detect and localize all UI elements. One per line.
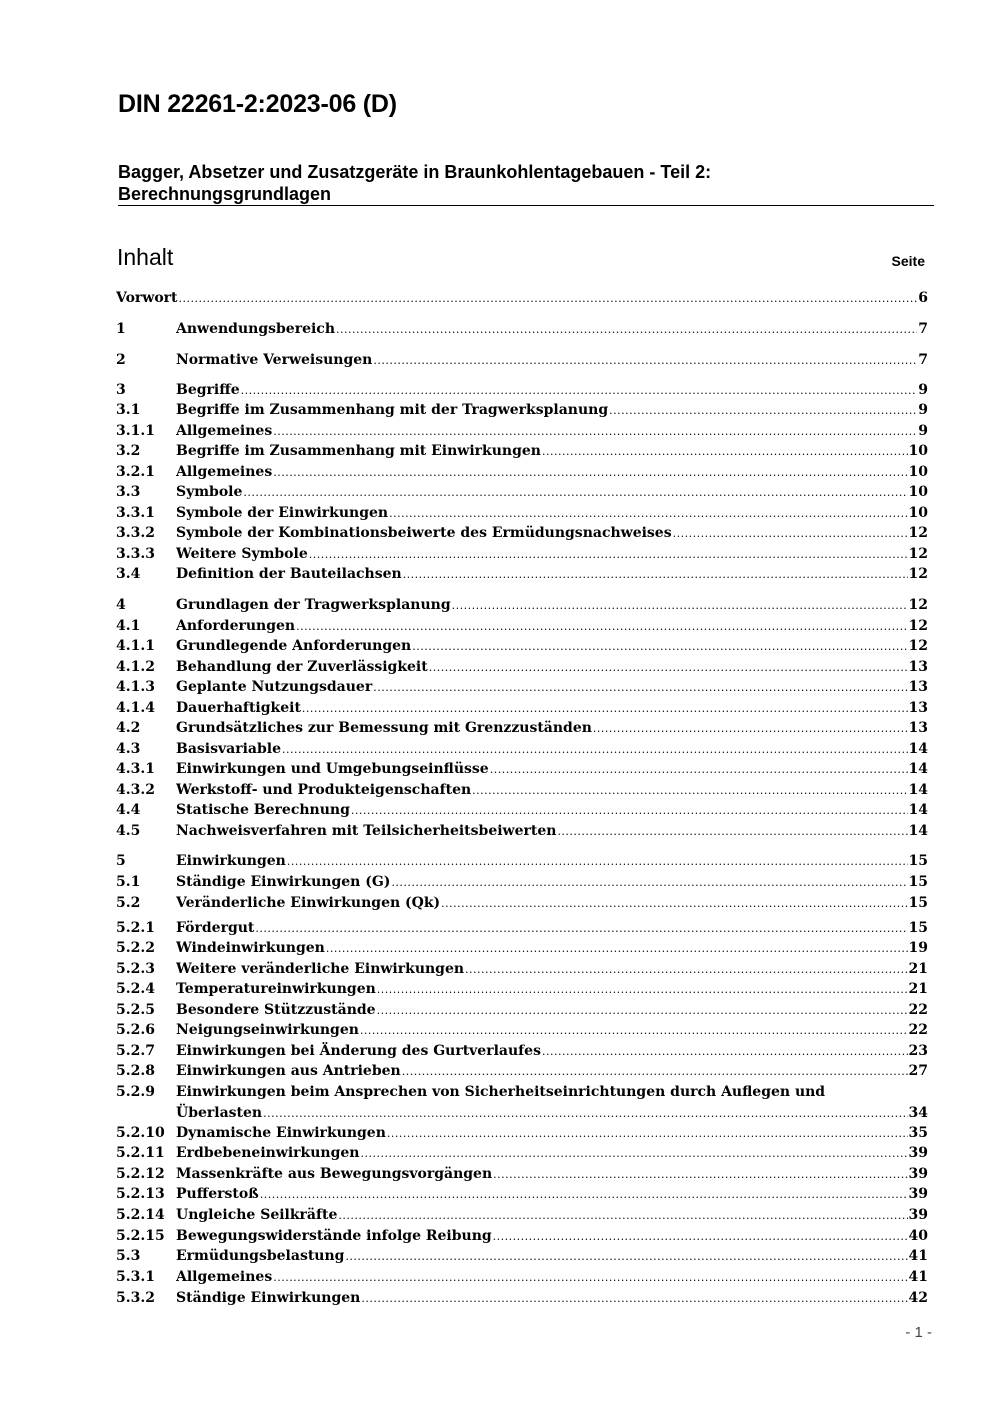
toc-entry-line <box>176 1061 928 1081</box>
toc-leader-dots <box>282 740 908 759</box>
toc-entry <box>116 1143 928 1163</box>
toc-entry-line <box>176 938 928 958</box>
toc-entry-number: 3.4 <box>116 566 141 582</box>
toc-leader-dots <box>429 658 908 677</box>
toc-entry-number: 4.1.4 <box>116 700 155 716</box>
toc-entry <box>116 462 928 482</box>
toc-entry-page: 9 <box>918 382 928 398</box>
toc-entry-page: 12 <box>908 638 928 654</box>
toc-entry-line <box>176 616 928 636</box>
toc-entry-title: Behandlung der Zuverlässigkeit <box>176 659 428 675</box>
toc-entry <box>116 544 928 564</box>
toc-entry-line <box>176 657 928 677</box>
toc-entry-line <box>176 544 928 564</box>
toc-entry-page: 14 <box>908 802 928 818</box>
toc-entry <box>116 1267 928 1287</box>
toc-entry-number: 5.2.14 <box>116 1207 165 1223</box>
toc-leader-dots <box>273 1268 907 1287</box>
toc-leader-dots <box>243 483 907 502</box>
toc-entry-line <box>176 759 928 779</box>
toc-leader-dots <box>465 960 907 979</box>
toc-entry-page: 35 <box>908 1125 928 1141</box>
toc-leader-dots <box>493 1227 908 1246</box>
toc-entry-page: 6 <box>918 290 928 306</box>
toc-entry-page: 10 <box>908 484 928 500</box>
toc-entry <box>116 872 928 892</box>
document-title-line-1: Bagger, Absetzer und Zusatzgeräte in Braunkohlentagebauen - Teil 2: <box>118 162 712 182</box>
toc-entry-page: 10 <box>908 464 928 480</box>
toc-entry-page: 13 <box>908 700 928 716</box>
toc-leader-dots <box>336 320 917 339</box>
toc-entry-title: Grundlegende Anforderungen <box>176 638 412 654</box>
toc-entry-title: Allgemeines <box>176 1269 273 1285</box>
toc-entry <box>116 441 928 461</box>
toc-entry-line <box>176 677 928 697</box>
toc-entry-title: Statische Berechnung <box>176 802 350 818</box>
toc-leader-dots <box>387 1124 908 1143</box>
toc-leader-dots <box>441 894 907 913</box>
toc-entry-line <box>176 636 928 656</box>
toc-entry <box>116 821 928 841</box>
toc-entry-number: 4.5 <box>116 823 141 839</box>
toc-entry-line <box>176 523 928 543</box>
toc-entry-number: 4.3.1 <box>116 761 155 777</box>
toc-entry-page: 39 <box>908 1145 928 1161</box>
toc-entry-number: 5.2.1 <box>116 920 155 936</box>
toc-entry-title: Nachweisverfahren mit Teilsicherheitsbeiwerten <box>176 823 557 839</box>
toc-entry <box>116 800 928 820</box>
toc-entry-title: Ungleiche Seilkräfte <box>176 1207 338 1223</box>
toc-entry-line <box>176 959 928 979</box>
toc-entry-line <box>176 979 928 999</box>
toc-entry-title: Vorwort <box>116 290 178 306</box>
toc-entry-page: 12 <box>908 525 928 541</box>
toc-entry <box>116 564 928 584</box>
toc-entry <box>116 739 928 759</box>
toc-entry-line <box>176 380 928 400</box>
toc-entry-page: 13 <box>908 720 928 736</box>
toc-entry-number: 5.2.11 <box>116 1145 165 1161</box>
toc-entry-title: Veränderliche Einwirkungen (Qk) <box>176 895 441 911</box>
toc-entry-page: 13 <box>908 659 928 675</box>
toc-leader-dots <box>673 524 908 543</box>
toc-entry-line <box>176 1000 928 1020</box>
toc-entry-number: 3.1 <box>116 402 141 418</box>
toc-entry <box>116 595 928 615</box>
toc-entry-number: 3 <box>116 382 126 398</box>
toc-entry-page: 12 <box>908 566 928 582</box>
toc-entry-title: Pufferstoß <box>176 1186 259 1202</box>
toc-entry-page: 40 <box>908 1228 928 1244</box>
toc-entry-number: 5.2.13 <box>116 1186 165 1202</box>
toc-entry-number: 5.2.6 <box>116 1022 155 1038</box>
toc-leader-dots <box>493 1165 907 1184</box>
toc-entry-number: 2 <box>116 352 126 368</box>
toc-leader-dots <box>338 1206 907 1225</box>
toc-entry <box>116 1041 928 1061</box>
toc-leader-dots <box>557 822 907 841</box>
toc-entry-number: 4.1 <box>116 618 141 634</box>
toc-entry-title: Erdbebeneinwirkungen <box>176 1145 360 1161</box>
toc-entry-title: Begriffe im Zusammenhang mit Einwirkungen <box>176 443 541 459</box>
toc-entry <box>116 677 928 697</box>
toc-entry <box>116 1061 928 1081</box>
toc-entry-title: Ständige Einwirkungen (G) <box>176 874 391 890</box>
toc-entry-title: Einwirkungen bei Änderung des Gurtverlaufes <box>176 1043 541 1059</box>
toc-entry-page: 12 <box>908 597 928 613</box>
toc-entry <box>116 718 928 738</box>
toc-entry-number: 4.1.3 <box>116 679 155 695</box>
toc-entry-title: Allgemeines <box>176 464 273 480</box>
toc-leader-dots <box>302 699 908 718</box>
toc-entry-number: 3.3.2 <box>116 525 155 541</box>
toc-entry-number: 5.2.15 <box>116 1228 165 1244</box>
toc-entry-line <box>116 288 928 308</box>
toc-leader-dots <box>412 637 907 656</box>
toc-entry-line <box>176 698 928 718</box>
toc-entry <box>116 1020 928 1040</box>
toc-entry-title: Geplante Nutzungsdauer <box>176 679 373 695</box>
toc-leader-dots <box>391 873 907 892</box>
toc-entry-title: Weitere Symbole <box>176 546 308 562</box>
toc-entry <box>116 938 928 958</box>
toc-entry-line <box>176 739 928 759</box>
toc-entry <box>116 1246 928 1266</box>
toc-heading: Inhalt <box>117 244 174 270</box>
document-id: DIN 22261-2:2023-06 (D) <box>118 90 397 118</box>
toc-entry-title: Werkstoff- und Produkteigenschaften <box>176 782 472 798</box>
toc-entry-number: 5.2.10 <box>116 1125 165 1141</box>
toc-entry-line <box>176 595 928 615</box>
toc-entry-title: Grundsätzliches zur Bemessung mit Grenzzuständen <box>176 720 592 736</box>
toc-entry-page: 39 <box>908 1166 928 1182</box>
toc-entry-title: Weitere veränderliche Einwirkungen <box>176 961 465 977</box>
toc-entry-line <box>176 872 928 892</box>
toc-leader-dots <box>273 422 917 441</box>
toc-entry-line <box>176 482 928 502</box>
toc-entry-number: 5.1 <box>116 874 141 890</box>
toc-entry-line <box>176 821 928 841</box>
toc-entry <box>116 503 928 523</box>
toc-entry <box>116 1082 928 1102</box>
toc-entry-number: 4.1.2 <box>116 659 155 675</box>
toc-entry-number: 3.1.1 <box>116 423 155 439</box>
toc-entry <box>116 616 928 636</box>
toc-entry-title: Dynamische Einwirkungen <box>176 1125 386 1141</box>
toc-entry-number: 1 <box>116 321 126 337</box>
toc-entry-title: Bewegungswiderstände infolge Reibung <box>176 1228 492 1244</box>
toc-entry-line <box>176 1184 928 1204</box>
toc-entry <box>116 482 928 502</box>
toc-entry <box>116 350 928 370</box>
toc-entry-title: Neigungseinwirkungen <box>176 1022 359 1038</box>
toc-entry-line <box>176 780 928 800</box>
toc-entry-page: 22 <box>908 1002 928 1018</box>
toc-entry-page: 12 <box>908 546 928 562</box>
toc-entry-line <box>176 1103 928 1123</box>
table-of-contents <box>116 0 928 1403</box>
toc-entry <box>116 288 928 308</box>
toc-entry-title: Einwirkungen <box>176 853 286 869</box>
toc-leader-dots <box>377 980 908 999</box>
toc-leader-dots <box>296 617 907 636</box>
toc-entry-page: 14 <box>908 823 928 839</box>
toc-page-column-label: Seite <box>891 253 925 269</box>
toc-entry-title: Temperatureinwirkungen <box>176 981 376 997</box>
toc-leader-dots <box>351 801 908 820</box>
toc-entry-number: 3.3.1 <box>116 505 155 521</box>
toc-entry-number: 5.2.5 <box>116 1002 155 1018</box>
toc-leader-dots <box>472 781 907 800</box>
toc-leader-dots <box>593 719 908 738</box>
toc-entry-title: Dauerhaftigkeit <box>176 700 301 716</box>
toc-entry-line <box>176 462 928 482</box>
toc-entry-number: 5.2.2 <box>116 940 155 956</box>
toc-entry-page: 7 <box>918 352 928 368</box>
toc-entry-page: 15 <box>908 853 928 869</box>
toc-leader-dots <box>377 1001 908 1020</box>
toc-entry-title: Allgemeines <box>176 423 273 439</box>
toc-entry-line <box>176 1164 928 1184</box>
toc-leader-dots <box>241 381 918 400</box>
toc-entry <box>116 959 928 979</box>
toc-entry-number: 5.2.9 <box>116 1084 155 1100</box>
toc-entry-page: 10 <box>908 505 928 521</box>
toc-entry <box>116 759 928 779</box>
toc-entry-page: 15 <box>908 895 928 911</box>
toc-entry-title-continued: Überlasten <box>176 1105 263 1121</box>
toc-entry-page: 9 <box>918 423 928 439</box>
toc-entry-number: 5.3 <box>116 1248 141 1264</box>
toc-entry-page: 12 <box>908 618 928 634</box>
toc-entry-title: Basisvariable <box>176 741 281 757</box>
toc-entry <box>116 319 928 339</box>
toc-entry-number: 3.3.3 <box>116 546 155 562</box>
toc-leader-dots <box>542 442 908 461</box>
toc-entry-line <box>176 851 928 871</box>
toc-entry-page: 10 <box>908 443 928 459</box>
toc-leader-dots <box>309 545 908 564</box>
toc-entry-page: 34 <box>908 1105 928 1121</box>
toc-entry-number: 3.2.1 <box>116 464 155 480</box>
toc-entry-line <box>176 1123 928 1143</box>
toc-entry-line <box>176 1246 928 1266</box>
toc-leader-dots <box>373 351 917 370</box>
toc-entry <box>116 780 928 800</box>
toc-entry-number: 4.3 <box>116 741 141 757</box>
toc-entry-title: Symbole <box>176 484 243 500</box>
toc-entry-title: Einwirkungen beim Ansprechen von Sicherheitseinrichtungen durch Auflegen und <box>176 1084 826 1100</box>
toc-entry-line <box>176 918 928 938</box>
toc-entry <box>116 1288 928 1308</box>
toc-entry-page: 14 <box>908 782 928 798</box>
toc-entry <box>116 979 928 999</box>
toc-leader-dots <box>361 1289 907 1308</box>
document-title-line-2: Berechnungsgrundlagen <box>118 184 332 204</box>
toc-entry <box>116 523 928 543</box>
toc-entry-page: 14 <box>908 761 928 777</box>
toc-entry-page: 27 <box>908 1063 928 1079</box>
toc-entry-page: 7 <box>918 321 928 337</box>
toc-entry-number: 5.2.7 <box>116 1043 155 1059</box>
toc-entry-number: 5.2.12 <box>116 1166 165 1182</box>
toc-entry-title: Symbole der Einwirkungen <box>176 505 389 521</box>
toc-entry <box>116 400 928 420</box>
toc-entry-page: 42 <box>908 1290 928 1306</box>
toc-entry-number: 4 <box>116 597 126 613</box>
toc-entry-page: 23 <box>908 1043 928 1059</box>
toc-leader-dots <box>542 1042 908 1061</box>
toc-entry-number: 5.3.2 <box>116 1290 155 1306</box>
toc-entry-number: 4.2 <box>116 720 141 736</box>
toc-entry <box>116 657 928 677</box>
toc-entry-page: 41 <box>908 1248 928 1264</box>
toc-entry <box>116 893 928 913</box>
toc-leader-dots <box>273 463 907 482</box>
toc-entry-page: 13 <box>908 679 928 695</box>
toc-entry-line <box>176 1267 928 1287</box>
toc-entry-page: 19 <box>908 940 928 956</box>
toc-entry-line <box>176 1288 928 1308</box>
toc-entry-title: Normative Verweisungen <box>176 352 373 368</box>
toc-entry <box>116 698 928 718</box>
toc-entry-number: 3.3 <box>116 484 141 500</box>
toc-leader-dots <box>255 919 907 938</box>
toc-entry-title: Anwendungsbereich <box>176 321 335 337</box>
toc-leader-dots <box>287 852 908 871</box>
toc-entry-number: 4.3.2 <box>116 782 155 798</box>
toc-entry <box>116 1205 928 1225</box>
toc-entry-page: 41 <box>908 1269 928 1285</box>
toc-entry-line <box>176 718 928 738</box>
toc-entry-line <box>176 1226 928 1246</box>
toc-entry <box>116 851 928 871</box>
toc-entry-line <box>176 503 928 523</box>
toc-entry-number: 4.1.1 <box>116 638 155 654</box>
toc-entry-number: 5.2.8 <box>116 1063 155 1079</box>
toc-entry-title: Begriffe <box>176 382 240 398</box>
toc-entry-line <box>176 319 928 339</box>
toc-entry-title: Symbole der Kombinationsbeiwerte des Ermüdungsnachweises <box>176 525 672 541</box>
toc-entry <box>116 1123 928 1143</box>
toc-entry-title: Massenkräfte aus Bewegungsvorgängen <box>176 1166 493 1182</box>
toc-leader-dots <box>360 1021 908 1040</box>
toc-entry-line <box>176 421 928 441</box>
toc-entry-title: Einwirkungen aus Antrieben <box>176 1063 401 1079</box>
toc-entry-number: 5.2.4 <box>116 981 155 997</box>
toc-leader-dots <box>263 1104 907 1123</box>
toc-entry-line <box>176 1041 928 1061</box>
toc-entry-title: Grundlagen der Tragwerksplanung <box>176 597 451 613</box>
toc-entry <box>116 1226 928 1246</box>
toc-entry-title: Begriffe im Zusammenhang mit der Tragwerksplanung <box>176 402 609 418</box>
toc-leader-dots <box>389 504 907 523</box>
toc-entry <box>116 421 928 441</box>
toc-entry <box>116 1164 928 1184</box>
toc-entry-page: 21 <box>908 981 928 997</box>
toc-leader-dots <box>452 596 908 615</box>
toc-entry-line <box>176 1143 928 1163</box>
toc-leader-dots <box>326 939 908 958</box>
toc-leader-dots <box>490 760 908 779</box>
toc-entry-line <box>176 800 928 820</box>
toc-leader-dots <box>609 401 917 420</box>
toc-entry-title: Einwirkungen und Umgebungseinflüsse <box>176 761 489 777</box>
toc-entry-page: 14 <box>908 741 928 757</box>
toc-entry <box>116 918 928 938</box>
toc-entry-line <box>176 1205 928 1225</box>
toc-leader-dots <box>403 565 908 584</box>
toc-entry-page: 22 <box>908 1022 928 1038</box>
toc-leader-dots <box>361 1144 908 1163</box>
toc-entry-page: 9 <box>918 402 928 418</box>
toc-entry-number: 5 <box>116 853 126 869</box>
toc-entry-number: 5.2.3 <box>116 961 155 977</box>
toc-entry-page: 39 <box>908 1186 928 1202</box>
toc-leader-dots <box>373 678 907 697</box>
toc-entry-line <box>176 350 928 370</box>
toc-leader-dots <box>345 1247 907 1266</box>
toc-leader-dots <box>260 1185 908 1204</box>
toc-entry-title: Definition der Bauteilachsen <box>176 566 402 582</box>
toc-entry-number: 5.2 <box>116 895 141 911</box>
toc-entry-number: 5.3.1 <box>116 1269 155 1285</box>
toc-entry-line <box>176 1020 928 1040</box>
toc-entry-title: Ermüdungsbelastung <box>176 1248 345 1264</box>
toc-entry-title: Besondere Stützzustände <box>176 1002 376 1018</box>
toc-entry <box>116 1184 928 1204</box>
toc-entry-title: Ständige Einwirkungen <box>176 1290 361 1306</box>
toc-entry-title: Windeinwirkungen <box>176 940 325 956</box>
toc-entry-page: 21 <box>908 961 928 977</box>
toc-entry <box>116 380 928 400</box>
toc-entry-page: 15 <box>908 920 928 936</box>
toc-entry-line <box>176 441 928 461</box>
toc-entry-page: 15 <box>908 874 928 890</box>
toc-entry-continuation <box>116 1103 928 1123</box>
toc-entry-title: Fördergut <box>176 920 255 936</box>
toc-entry-number: 3.2 <box>116 443 141 459</box>
toc-leader-dots <box>179 289 918 308</box>
toc-entry <box>116 1000 928 1020</box>
toc-entry-line <box>176 400 928 420</box>
toc-entry-page: 39 <box>908 1207 928 1223</box>
toc-entry-number: 4.4 <box>116 802 141 818</box>
toc-leader-dots <box>402 1062 908 1081</box>
toc-entry-title: Anforderungen <box>176 618 296 634</box>
toc-entry-line <box>176 564 928 584</box>
toc-entry-line <box>176 893 928 913</box>
page-number: - 1 - <box>905 1324 932 1341</box>
toc-entry <box>116 636 928 656</box>
